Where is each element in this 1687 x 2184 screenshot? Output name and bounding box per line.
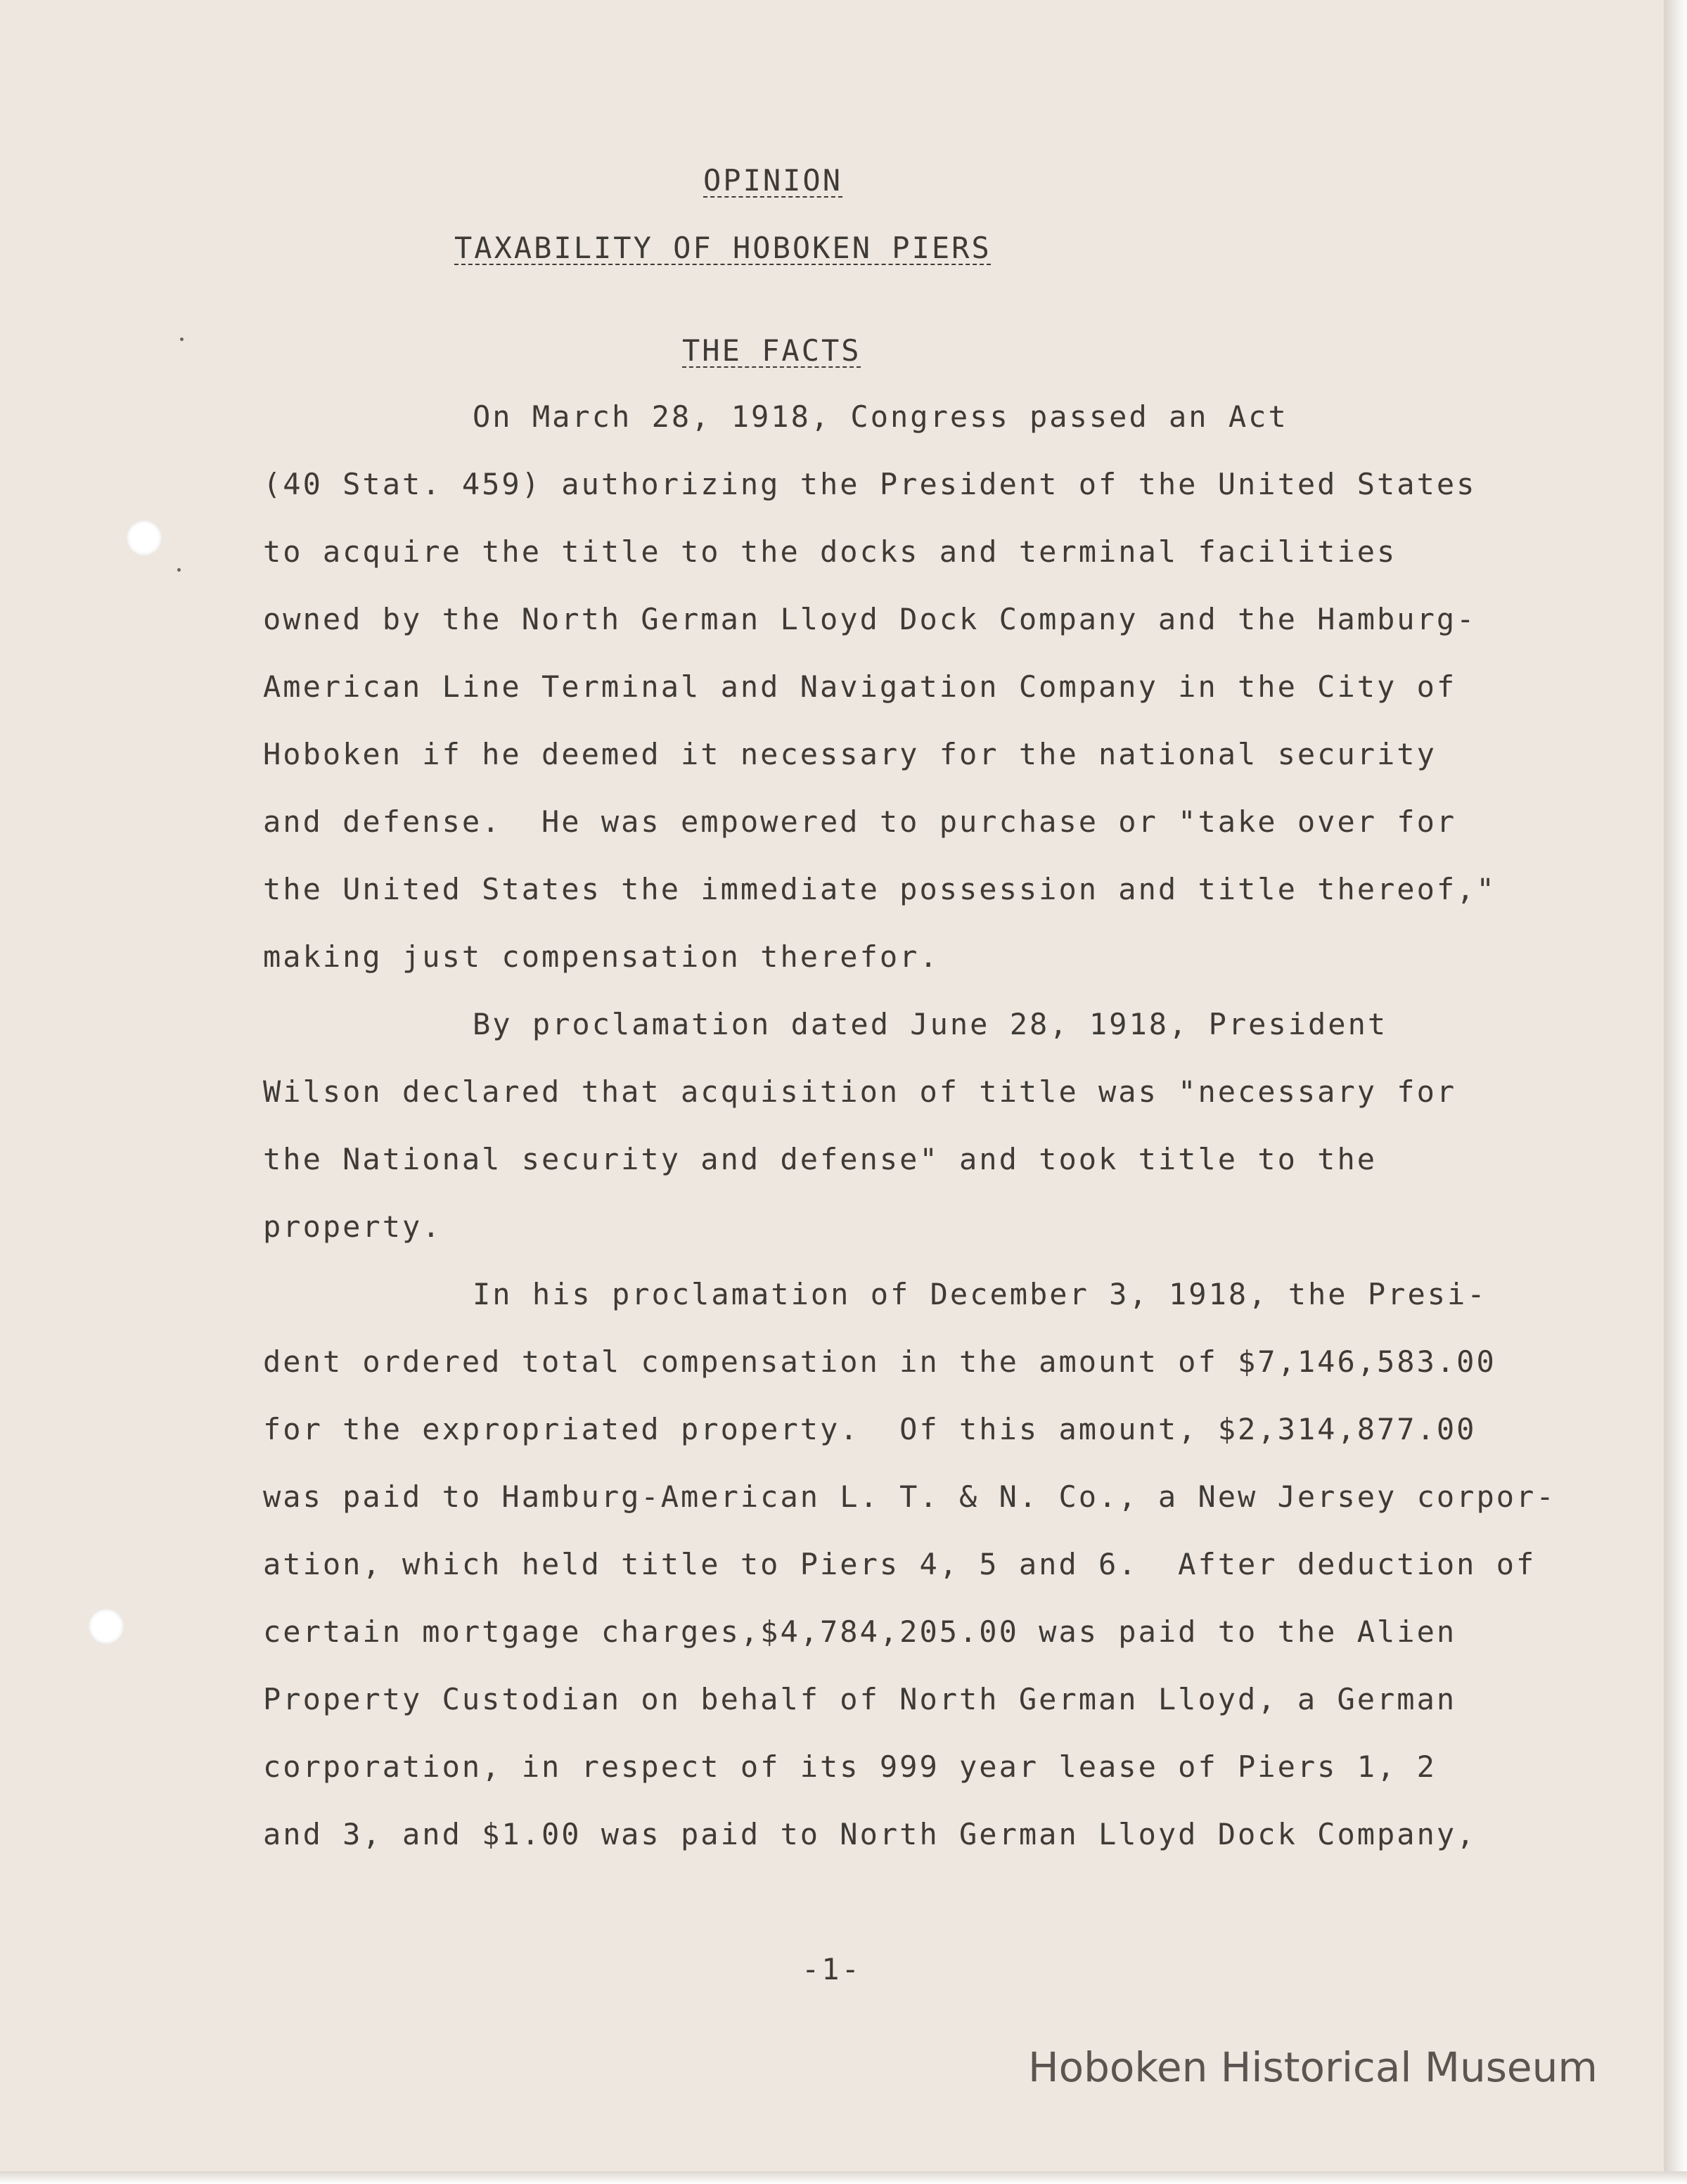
paper-speck [180,338,184,341]
paragraph-line: American Line Terminal and Navigation Company in the City of [263,669,1457,704]
paragraph-line: and 3, and $1.00 was paid to North German Lloyd Dock Company, [263,1817,1477,1851]
punch-hole-lower [89,1609,124,1644]
page-number: -1- [802,1952,861,1986]
paragraph-line: property. [263,1209,442,1244]
paragraph-line: the United States the immediate possession and title thereof," [263,872,1496,906]
paper-speck [177,568,181,572]
paragraph-line: making just compensation therefor. [263,939,939,974]
paragraph-line: By proclamation dated June 28, 1918, President [473,1007,1388,1041]
paragraph-line: dent ordered total compensation in the amount of $7,146,583.00 [263,1344,1496,1379]
page-bottom-shadow [0,2171,1687,2184]
heading-facts: THE FACTS [682,333,861,368]
paragraph-line: In his proclamation of December 3, 1918, the Presi- [473,1277,1487,1311]
paragraph-line: for the expropriated property. Of this amount, $2,314,877.00 [263,1412,1477,1446]
paragraph-line: ation, which held title to Piers 4, 5 and 6. After deduction of [263,1547,1537,1581]
heading-subject: TAXABILITY OF HOBOKEN PIERS [454,231,992,265]
paragraph-line: to acquire the title to the docks and terminal facilities [263,534,1397,569]
punch-hole-upper [127,520,162,555]
paragraph-line: was paid to Hamburg-American L. T. & N. Co., a New Jersey corpor- [263,1479,1556,1514]
paragraph-line: corporation, in respect of its 999 year lease of Piers 1, 2 [263,1749,1437,1784]
paragraph-line: (40 Stat. 459) authorizing the President of the United States [263,467,1477,501]
paragraph-line: Property Custodian on behalf of North German Lloyd, a German [263,1682,1457,1716]
watermark: Hoboken Historical Museum [1028,2043,1598,2091]
paragraph-line: Wilson declared that acquisition of title was "necessary for [263,1074,1457,1109]
paragraph-line: owned by the North German Lloyd Dock Company and the Hamburg- [263,602,1477,636]
paragraph-line: the National security and defense" and took title to the [263,1142,1378,1176]
page-edge-shadow [1664,0,1687,2184]
paragraph-line: certain mortgage charges,$4,784,205.00 was paid to the Alien [263,1614,1457,1649]
paragraph-line: and defense. He was empowered to purchase or "take over for [263,804,1457,839]
heading-opinion: OPINION [703,163,843,198]
paragraph-line: On March 28, 1918, Congress passed an Act [473,399,1288,434]
paragraph-line: Hoboken if he deemed it necessary for the national security [263,737,1437,771]
